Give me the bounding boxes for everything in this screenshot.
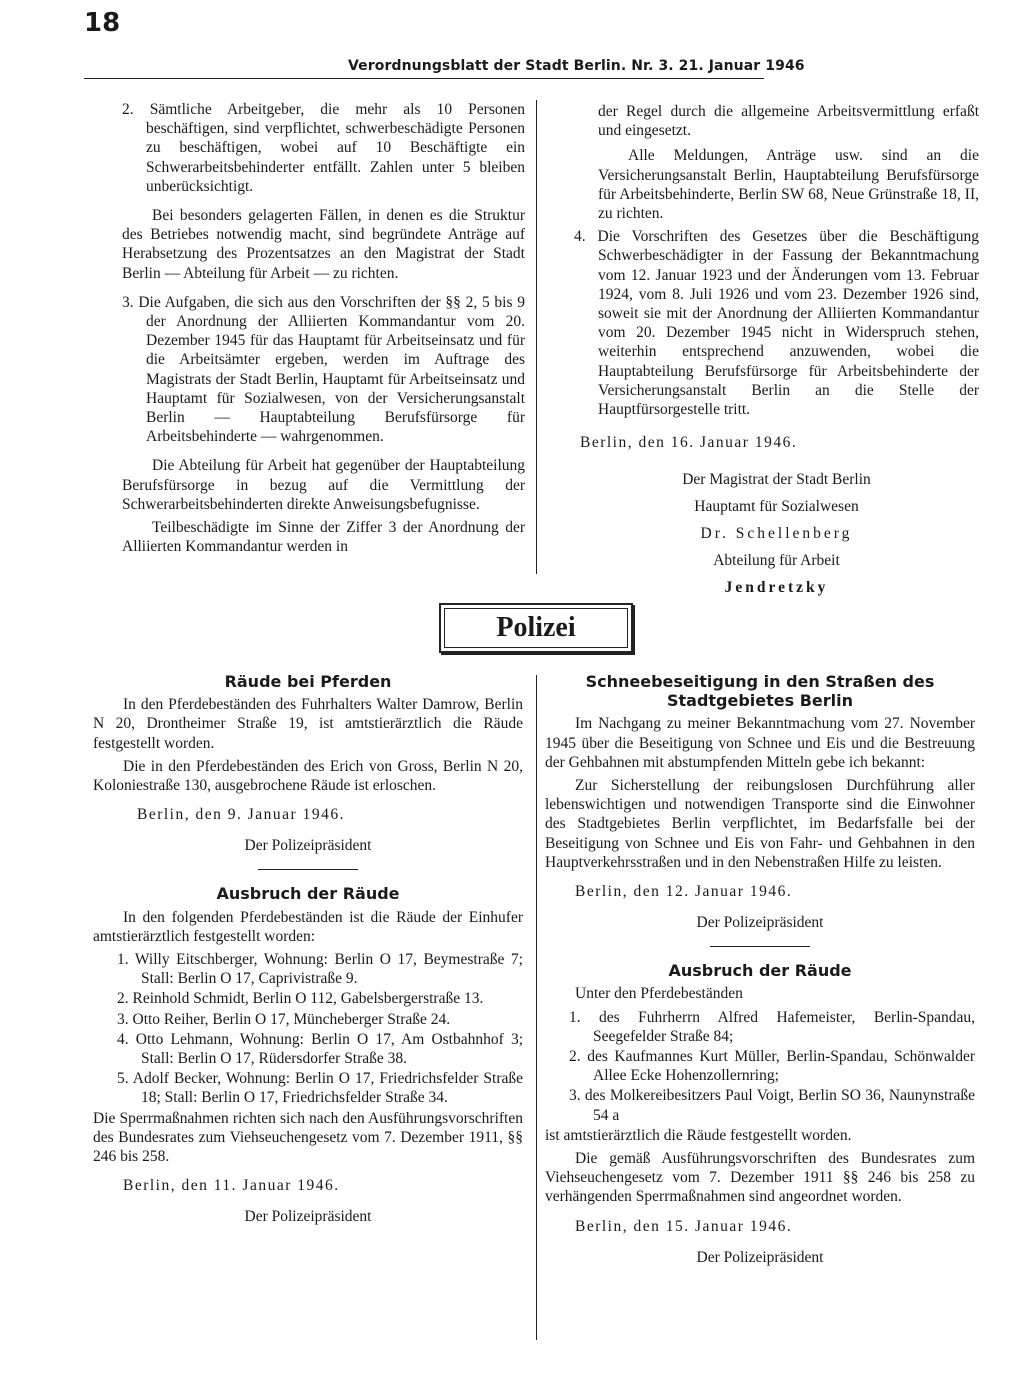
bottom-left-column (93, 672, 523, 1232)
list-item: 1. Willy Eitschberger, Wohnung: Berlin O 17, Beymestraße 7; Stall: Berlin O 17, Caprivistraße 9. (117, 951, 523, 988)
list-item: 3. des Molkereibesitzers Paul Voigt, Berlin SO 36, Naunynstraße 54 a (569, 1087, 975, 1124)
article-2-signature: Der Polizeipräsident (244, 1208, 372, 1226)
list-item: 1. des Fuhrherrn Alfred Hafemeister, Berlin-Spandau, Seegefelder Straße 84; (569, 1008, 975, 1045)
article-2-closing: Die Sperrmaßnahmen richten sich nach den Ausführungsvorschriften des Bundesrates zum Viehseuchengesetz vom 7. Dezember 1911, §§ 246 bis 258. (93, 1109, 523, 1166)
list-item: 2. Reinhold Schmidt, Berlin O 112, Gabelsbergerstraße 13. (117, 990, 484, 1008)
article-1-date: Berlin, den 9. Januar 1946. (137, 806, 345, 824)
paragraph-3-tail: Teilbeschädigte im Sinne der Ziffer 3 der Anordnung der Alliierten Kommandantur werden in (122, 519, 525, 556)
paragraph-3-continued: Die Abteilung für Arbeit hat gegenüber der Hauptabteilung Berufsfürsorge in bezug auf die Vermittlung der Schwerarbeitsbehinderten direkte Anweisungsbefugnisse. (122, 457, 525, 513)
list-item: 2. des Kaufmannes Kurt Müller, Berlin-Spandau, Schönwalder Allee Ecke Hohenzollernring; (569, 1048, 975, 1085)
article-2-list (93, 950, 523, 1108)
article-1-signature: Der Polizeipräsident (244, 837, 372, 855)
paragraph-3: 3. Die Aufgaben, die sich aus den Vorschriften der §§ 2, 5 bis 9 der Anordnung der Alliierten Kommandantur vom 20. Dezember 1945 für das Hauptamt für Arbeitseinsatz und für die Arbeitsämter ergeben, werden im Auftrage des Magistrats der Stadt Berlin, Hauptamt für Arbeitseinsatz und Hauptamt für Sozialwesen, von der Versicherungsanstalt Berlin — Hauptabteilung Berufsfürsorge für Arbeitsbehinderte — wahrgenommen. (122, 293, 525, 446)
page-number: 18 (84, 8, 121, 38)
signature-magistrat: Der Magistrat der Stadt Berlin (682, 471, 871, 489)
article-3-date: Berlin, den 12. Januar 1946. (575, 883, 793, 901)
article-title-schnee-line-2: Stadtgebietes Berlin (666, 691, 854, 711)
signature-jendretzky: Jendretzky (724, 579, 829, 597)
signature-hauptamt: Hauptamt für Sozialwesen (694, 498, 859, 516)
top-left-column (122, 100, 525, 560)
article-divider (710, 946, 810, 947)
paragraph-2: 2. Sämtliche Arbeitgeber, die mehr als 10 Personen beschäftigen, sind verpflichtet, schwerbeschädigte Personen zu beschäftigen, wobei auf 10 Beschäftigte ein Schwerarbeitsbehinderter entfällt. Zahlen unter 5 bleiben unberücksichtigt. (122, 101, 525, 195)
article-4-paragraph-2: Die gemäß Ausführungsvorschriften des Bundesrates zum Viehseuchengesetz vom 7. Dezember 1911 §§ 246 bis 258 zu verhängenden Sperrmaßnahmen sind angeordnet worden. (545, 1150, 975, 1206)
header-rule (84, 78, 764, 79)
bottom-column-divider (536, 675, 537, 1340)
list-item: 3. Otto Reiher, Berlin O 17, Müncheberger Straße 24. (117, 1010, 451, 1028)
bottom-right-column (545, 672, 975, 1273)
reports-paragraph: Alle Meldungen, Anträge usw. sind an die Versicherungsanstalt Berlin, Hauptabteilung Berufsfürsorge für Arbeitsbehinderte, Berlin SW 68, Neue Grünstraße 18, II, zu richten. (598, 147, 979, 223)
journal-header: Verordnungsblatt der Stadt Berlin. Nr. 3. 21. Januar 1946 (348, 58, 805, 74)
signature-abteilung: Abteilung für Arbeit (713, 552, 840, 570)
article-1-paragraph-1: In den Pferdebeständen des Fuhrhalters Walter Damrow, Berlin N 20, Drontheimer Straße 19, ist amtstierärztlich die Räude festgestellt worden. (93, 696, 523, 752)
paragraph-4-lead: der Regel durch die allgemeine Arbeitsvermittlung erfaßt und eingesetzt. (598, 103, 979, 140)
article-title-schnee-line-1: Schneebeseitigung in den Straßen des (585, 672, 935, 691)
article-divider (258, 869, 358, 870)
article-2-date: Berlin, den 11. Januar 1946. (123, 1177, 340, 1195)
article-2-intro: In den folgenden Pferdebeständen ist die Räude der Einhufer amtstierärztlich festgestellt worden: (93, 908, 523, 945)
paragraph-4: 4. Die Vorschriften des Gesetzes über die Beschäftigung Schwerbeschädigter in der Fassung der Bekanntmachung vom 12. Januar 1923 und der Änderungen vom 13. Februar 1924, vom 8. Juli 1926 und vom 23. Dezember 1926 sind, soweit sie mit der Anordnung der Alliierten Kommandantur vom 20. Dezember 1945 nicht in Widerspruch stehen, weiterhin entsprechend anzuwenden, wobei die Hauptabteilung Berufsfürsorge für Arbeitsbehinderte der Versicherungsanstalt Berlin an die Stelle der Hauptfürsorgestelle tritt. (574, 228, 979, 419)
place-date-top: Berlin, den 16. Januar 1946. (580, 434, 798, 452)
article-4-date: Berlin, den 15. Januar 1946. (575, 1217, 793, 1235)
signature-schellenberg: Dr. Schellenberg (700, 525, 853, 543)
article-title-ausbruch-1: Ausbruch der Räude (216, 884, 400, 904)
article-title-raeude-pferden: Räude bei Pferden (224, 672, 392, 691)
section-title-box (439, 603, 633, 653)
list-item: 5. Adolf Becker, Wohnung: Berlin O 17, Friedrichsfelder Straße 18; Stall: Berlin O 17, Friedrichsfelder Straße 34. (117, 1070, 523, 1107)
article-1-paragraph-2: Die in den Pferdebeständen des Erich von Gross, Berlin N 20, Koloniestraße 130, ausgebrochene Räude ist erloschen. (93, 757, 523, 795)
section-title: Polizei (444, 608, 628, 648)
article-3-paragraph-1: Im Nachgang zu meiner Bekanntmachung vom 27. November 1945 über die Beseitigung von Schnee und Eis und die Bestreuung der Gehbahnen mit abstumpfenden Mitteln gebe ich bekannt: (545, 715, 975, 771)
list-item: 4. Otto Lehmann, Wohnung: Berlin O 17, Am Ostbahnhof 3; Stall: Berlin O 17, Rüdersdorfer Straße 38. (117, 1030, 523, 1068)
article-4-list (545, 1008, 975, 1125)
article-3-signature: Der Polizeipräsident (696, 914, 824, 932)
top-right-column (574, 102, 979, 603)
paragraph-2-continued: Bei besonders gelagerten Fällen, in denen es die Struktur des Betriebes notwendig macht, sind begründete Anträge auf Herabsetzung des Prozentsatzes an den Magistrat der Stadt Berlin — Abteilung für Arbeit — zu richten. (122, 207, 525, 282)
article-4-signature: Der Polizeipräsident (696, 1248, 824, 1266)
top-column-divider (536, 100, 537, 574)
article-4-paragraph-1: ist amtstierärztlich die Räude festgestellt worden. (545, 1126, 852, 1144)
article-title-ausbruch-2: Ausbruch der Räude (668, 961, 852, 981)
article-4-intro: Unter den Pferdebeständen (575, 985, 743, 1003)
article-3-paragraph-2: Zur Sicherstellung der reibungslosen Durchführung aller lebenswichtigen und notwendigen Transporte sind die Einwohner des Stadtgebietes Berlin verpflichtet, im Bedarfsfalle bei der Beseitigung von Schnee und Eis von Fahr- und Gehbahnen in den Hauptverkehrsstraßen und in den Nebenstraßen Hilfe zu leisten. (545, 777, 975, 871)
